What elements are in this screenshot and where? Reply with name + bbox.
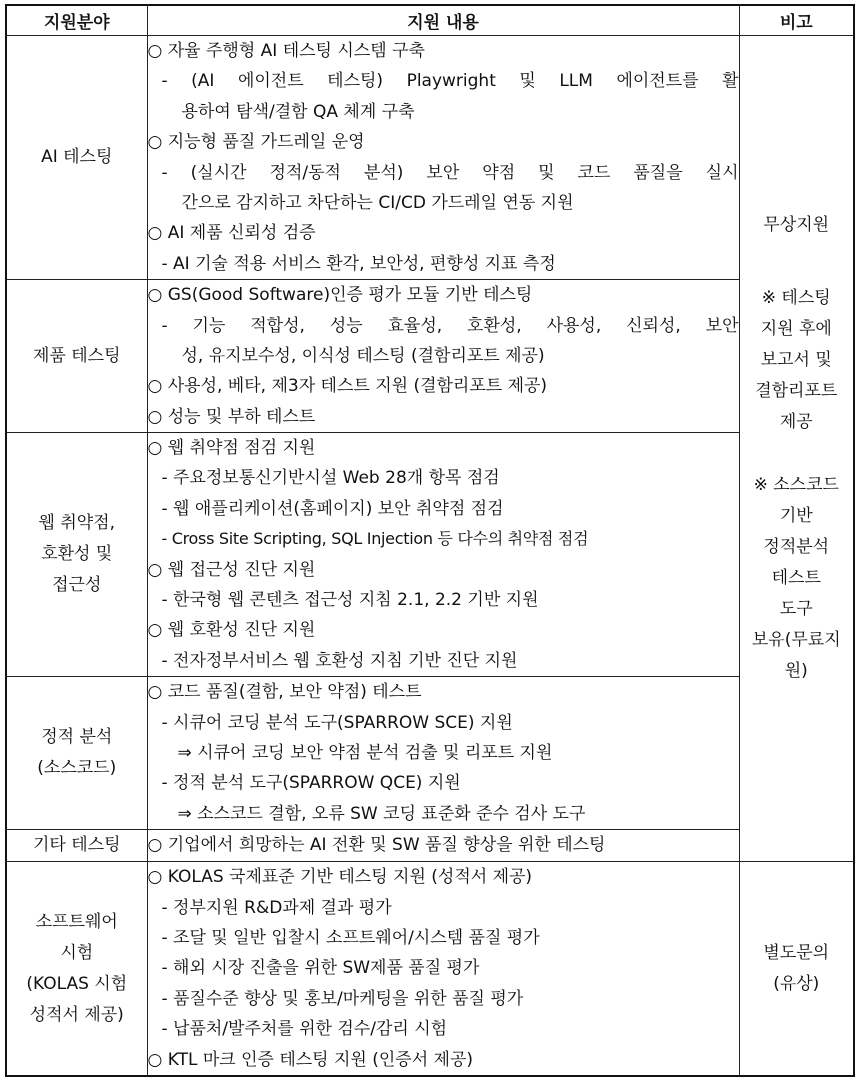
- bullet-item: ○ 성능 및 부하 테스트: [147, 406, 316, 427]
- dash-item: - 해외 시장 진출을 위한 SW제품 품질 평가: [161, 958, 480, 979]
- note-report-line: 결함리포트: [755, 381, 838, 402]
- dash-item: - (실시간 정적/동적 분석) 보안 약점 및 코드 품질을 실시: [161, 162, 739, 183]
- content-static-analysis: [147, 677, 739, 830]
- note-tool-line: 보유(무료지: [751, 630, 841, 651]
- arrow-item: ⇒ 시큐어 코딩 보안 약점 분석 검출 및 리포트 지원: [177, 742, 553, 763]
- bullet-item: ○ 웹 호환성 진단 지원: [147, 620, 316, 641]
- note-tool-line: 원): [784, 661, 808, 682]
- header-content: 지원 내용: [147, 5, 739, 36]
- bullet-item: ○ 코드 품질(결함, 보안 약점) 테스트: [147, 682, 422, 703]
- dash-item: - 정부지원 R&D과제 결과 평가: [161, 897, 392, 918]
- table-row-ai-testing: [6, 36, 854, 280]
- dash-item: - Cross Site Scripting, SQL Injection 등 다수의 취약점 점검: [161, 529, 589, 549]
- dash-item: - 품질수준 향상 및 홍보/마케팅을 위한 품질 평가: [161, 988, 524, 1009]
- table-row-product-testing: [6, 280, 854, 433]
- note-free-label: 무상지원: [763, 215, 830, 236]
- area-static-analysis: 정적 분석 (소스코드): [6, 677, 147, 830]
- note-free-support: [739, 36, 854, 862]
- dash-item-continued: 성, 유지보수성, 이식성 테스팅 (결함리포트 제공): [181, 345, 545, 366]
- dash-item: - 기능 적합성, 성능 효율성, 호환성, 사용성, 신뢰성, 보안: [161, 315, 739, 336]
- area-web-security: 웹 취약점, 호환성 및 접근성: [6, 433, 147, 677]
- area-product-testing: 제품 테스팅: [6, 280, 147, 433]
- area-other-testing: 기타 테스팅: [6, 830, 147, 862]
- content-software-test: [147, 862, 739, 1076]
- bullet-item: ○ 자율 주행형 AI 테스팅 시스템 구축: [147, 41, 425, 61]
- area-ai-testing: AI 테스팅: [6, 36, 147, 280]
- content-ai-testing: [147, 36, 739, 280]
- note-tool-line: ※ 소스코드: [753, 475, 839, 496]
- dash-item: - 웹 애플리케이션(홈페이지) 보안 취약점 점검: [161, 498, 504, 519]
- table-header-row: [6, 5, 854, 36]
- bullet-item: ○ 웹 접근성 진단 지원: [147, 559, 316, 580]
- dash-item: - AI 기술 적용 서비스 환각, 보안성, 편향성 지표 측정: [161, 253, 556, 274]
- content-web-security: [147, 433, 739, 677]
- note-tool-line: 테스트: [771, 568, 821, 589]
- bullet-item: ○ 지능형 품질 가드레일 운영: [147, 132, 365, 153]
- dash-item: - 주요정보통신기반시설 Web 28개 항목 점검: [161, 468, 500, 489]
- table-row-web-security: [6, 433, 854, 677]
- dash-item: - (AI 에이전트 테스팅) Playwright 및 LLM 에이전트를 활: [161, 71, 739, 92]
- dash-item: - 납품처/발주처를 위한 검수/감리 시험: [161, 1019, 448, 1040]
- note-tool-line: 정적분석: [763, 537, 830, 558]
- table-row-static-analysis: [6, 677, 854, 830]
- bullet-item: ○ KOLAS 국제표준 기반 테스팅 지원 (성적서 제공): [147, 867, 533, 888]
- table-row-other-testing: [6, 830, 854, 862]
- note-report-line: 보고서 및: [760, 350, 832, 371]
- note-tool-line: 기반: [779, 506, 813, 527]
- bullet-item: ○ 웹 취약점 점검 지원: [147, 438, 316, 459]
- bullet-item: ○ 기업에서 희망하는 AI 전환 및 SW 품질 향상을 위한 테스팅: [147, 835, 606, 856]
- table-row-software-test: [6, 862, 854, 1076]
- dash-item: - 시큐어 코딩 분석 도구(SPARROW SCE) 지원: [161, 712, 513, 733]
- dash-item: - 정적 분석 도구(SPARROW QCE) 지원: [161, 773, 461, 794]
- header-area: 지원분야: [6, 5, 147, 36]
- dash-item: - 조달 및 일반 입찰시 소프트웨어/시스템 품질 평가: [161, 927, 540, 948]
- dash-item: - 전자정부서비스 웹 호환성 지침 기반 진단 지원: [161, 650, 518, 671]
- bullet-item: ○ GS(Good Software)인증 평가 모듈 기반 테스팅: [147, 285, 533, 306]
- note-report-line: 지원 후에: [760, 319, 832, 340]
- header-note: 비고: [739, 5, 854, 36]
- area-software-test: 소프트웨어 시험 (KOLAS 시험 성적서 제공): [6, 862, 147, 1076]
- note-report-line: 제공: [779, 412, 813, 433]
- note-paid: 별도문의 (유상): [739, 862, 854, 1076]
- content-product-testing: [147, 280, 739, 433]
- note-tool-line: 도구: [779, 599, 813, 620]
- note-report-line: ※ 테스팅: [761, 288, 831, 309]
- arrow-item: ⇒ 소스코드 결함, 오류 SW 코딩 표준화 준수 검사 도구: [177, 803, 586, 824]
- bullet-item: ○ KTL 마크 인증 테스팅 지원 (인증서 제공): [147, 1049, 474, 1070]
- content-other-testing: [147, 830, 739, 862]
- dash-item-continued: 용하여 탐색/결함 QA 체계 구축: [181, 101, 415, 122]
- bullet-item: ○ 사용성, 베타, 제3자 테스트 지원 (결함리포트 제공): [147, 376, 548, 397]
- dash-item: - 한국형 웹 콘텐츠 접근성 지침 2.1, 2.2 기반 지원: [161, 590, 539, 611]
- dash-item-continued: 간으로 감지하고 차단하는 CI/CD 가드레일 연동 지원: [181, 192, 574, 213]
- support-table: [5, 4, 855, 1077]
- bullet-item: ○ AI 제품 신뢰성 검증: [147, 223, 316, 244]
